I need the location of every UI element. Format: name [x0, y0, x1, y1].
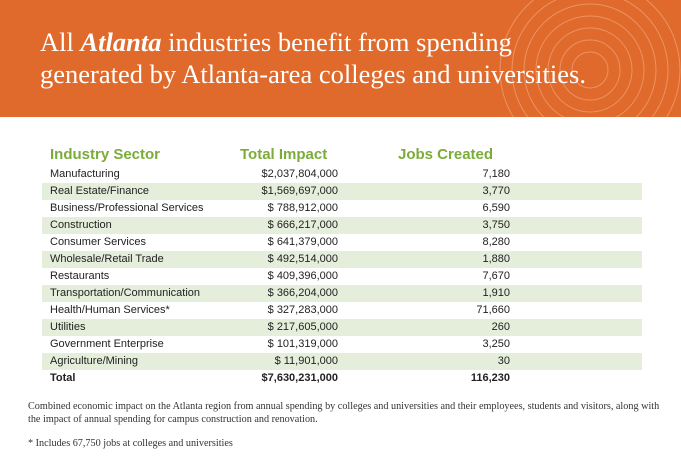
- total-label: Total: [50, 372, 76, 384]
- impact-table: [42, 146, 642, 387]
- sector-cell: Restaurants: [50, 270, 110, 282]
- explanatory-note: Combined economic impact on the Atlanta region from annual spending by colleges and universities and their employees, students and visitors, along with the impact of annual spending for campus construction and renovation.: [28, 401, 660, 425]
- sector-cell: Consumer Services: [50, 236, 146, 248]
- title-line-1: All Atlanta industries benefit from spending: [40, 27, 512, 57]
- sector-cell: Manufacturing: [50, 168, 120, 180]
- table-row: [42, 319, 642, 336]
- jobs-cell: 260: [491, 321, 510, 333]
- jobs-cell: 71,660: [476, 304, 510, 316]
- header-jobs-created: Jobs Created: [398, 146, 494, 163]
- table-row: [42, 200, 642, 217]
- impact-cell: $ 641,379,000: [267, 236, 338, 248]
- sector-cell: Transportation/Communication: [50, 287, 200, 299]
- impact-cell: $ 492,514,000: [267, 253, 338, 265]
- jobs-cell: 6,590: [482, 202, 510, 214]
- jobs-cell: 3,770: [482, 185, 510, 197]
- table-header: [42, 146, 642, 166]
- jobs-cell: 7,670: [482, 270, 510, 282]
- table-row: [42, 183, 642, 200]
- sector-cell: Wholesale/Retail Trade: [50, 253, 164, 265]
- impact-cell: $ 409,396,000: [267, 270, 338, 282]
- sector-cell: Business/Professional Services: [50, 202, 204, 214]
- title-line-2: generated by Atlanta-area colleges and universities.: [40, 59, 586, 89]
- table-row: [42, 285, 642, 302]
- sector-cell: Government Enterprise: [50, 338, 164, 350]
- footnote: * Includes 67,750 jobs at colleges and universities: [28, 438, 233, 449]
- table-body: [42, 166, 642, 370]
- impact-cell: $ 101,319,000: [267, 338, 338, 350]
- jobs-cell: 3,750: [482, 219, 510, 231]
- jobs-cell: 3,250: [482, 338, 510, 350]
- impact-cell: $ 788,912,000: [267, 202, 338, 214]
- table-row: [42, 166, 642, 183]
- impact-cell: $ 666,217,000: [267, 219, 338, 231]
- page-title: [40, 26, 660, 90]
- table-row: [42, 251, 642, 268]
- total-impact: $7,630,231,000: [261, 372, 338, 384]
- impact-cell: $2,037,804,000: [261, 168, 338, 180]
- jobs-cell: 1,910: [482, 287, 510, 299]
- impact-cell: $1,569,697,000: [261, 185, 338, 197]
- table-total-row: [42, 370, 642, 387]
- impact-cell: $ 11,901,000: [274, 355, 338, 367]
- total-jobs: 116,230: [470, 372, 510, 384]
- sector-cell: Real Estate/Finance: [50, 185, 150, 197]
- sector-cell: Construction: [50, 219, 112, 231]
- sector-cell: Agriculture/Mining: [50, 355, 139, 367]
- table-row: [42, 353, 642, 370]
- jobs-cell: 1,880: [482, 253, 510, 265]
- table-row: [42, 234, 642, 251]
- jobs-cell: 7,180: [482, 168, 510, 180]
- impact-cell: $ 217,605,000: [267, 321, 338, 333]
- table-row: [42, 268, 642, 285]
- impact-cell: $ 327,283,000: [267, 304, 338, 316]
- table-row: [42, 336, 642, 353]
- jobs-cell: 30: [497, 355, 510, 367]
- sector-cell: Health/Human Services*: [50, 304, 170, 316]
- table-row: [42, 302, 642, 319]
- header-total-impact: Total Impact: [240, 146, 328, 163]
- header-industry-sector: Industry Sector: [50, 146, 161, 163]
- table-row: [42, 217, 642, 234]
- jobs-cell: 8,280: [482, 236, 510, 248]
- title-emphasis: Atlanta: [80, 27, 162, 57]
- header-banner: [0, 0, 681, 117]
- impact-cell: $ 366,204,000: [267, 287, 338, 299]
- sector-cell: Utilities: [50, 321, 86, 333]
